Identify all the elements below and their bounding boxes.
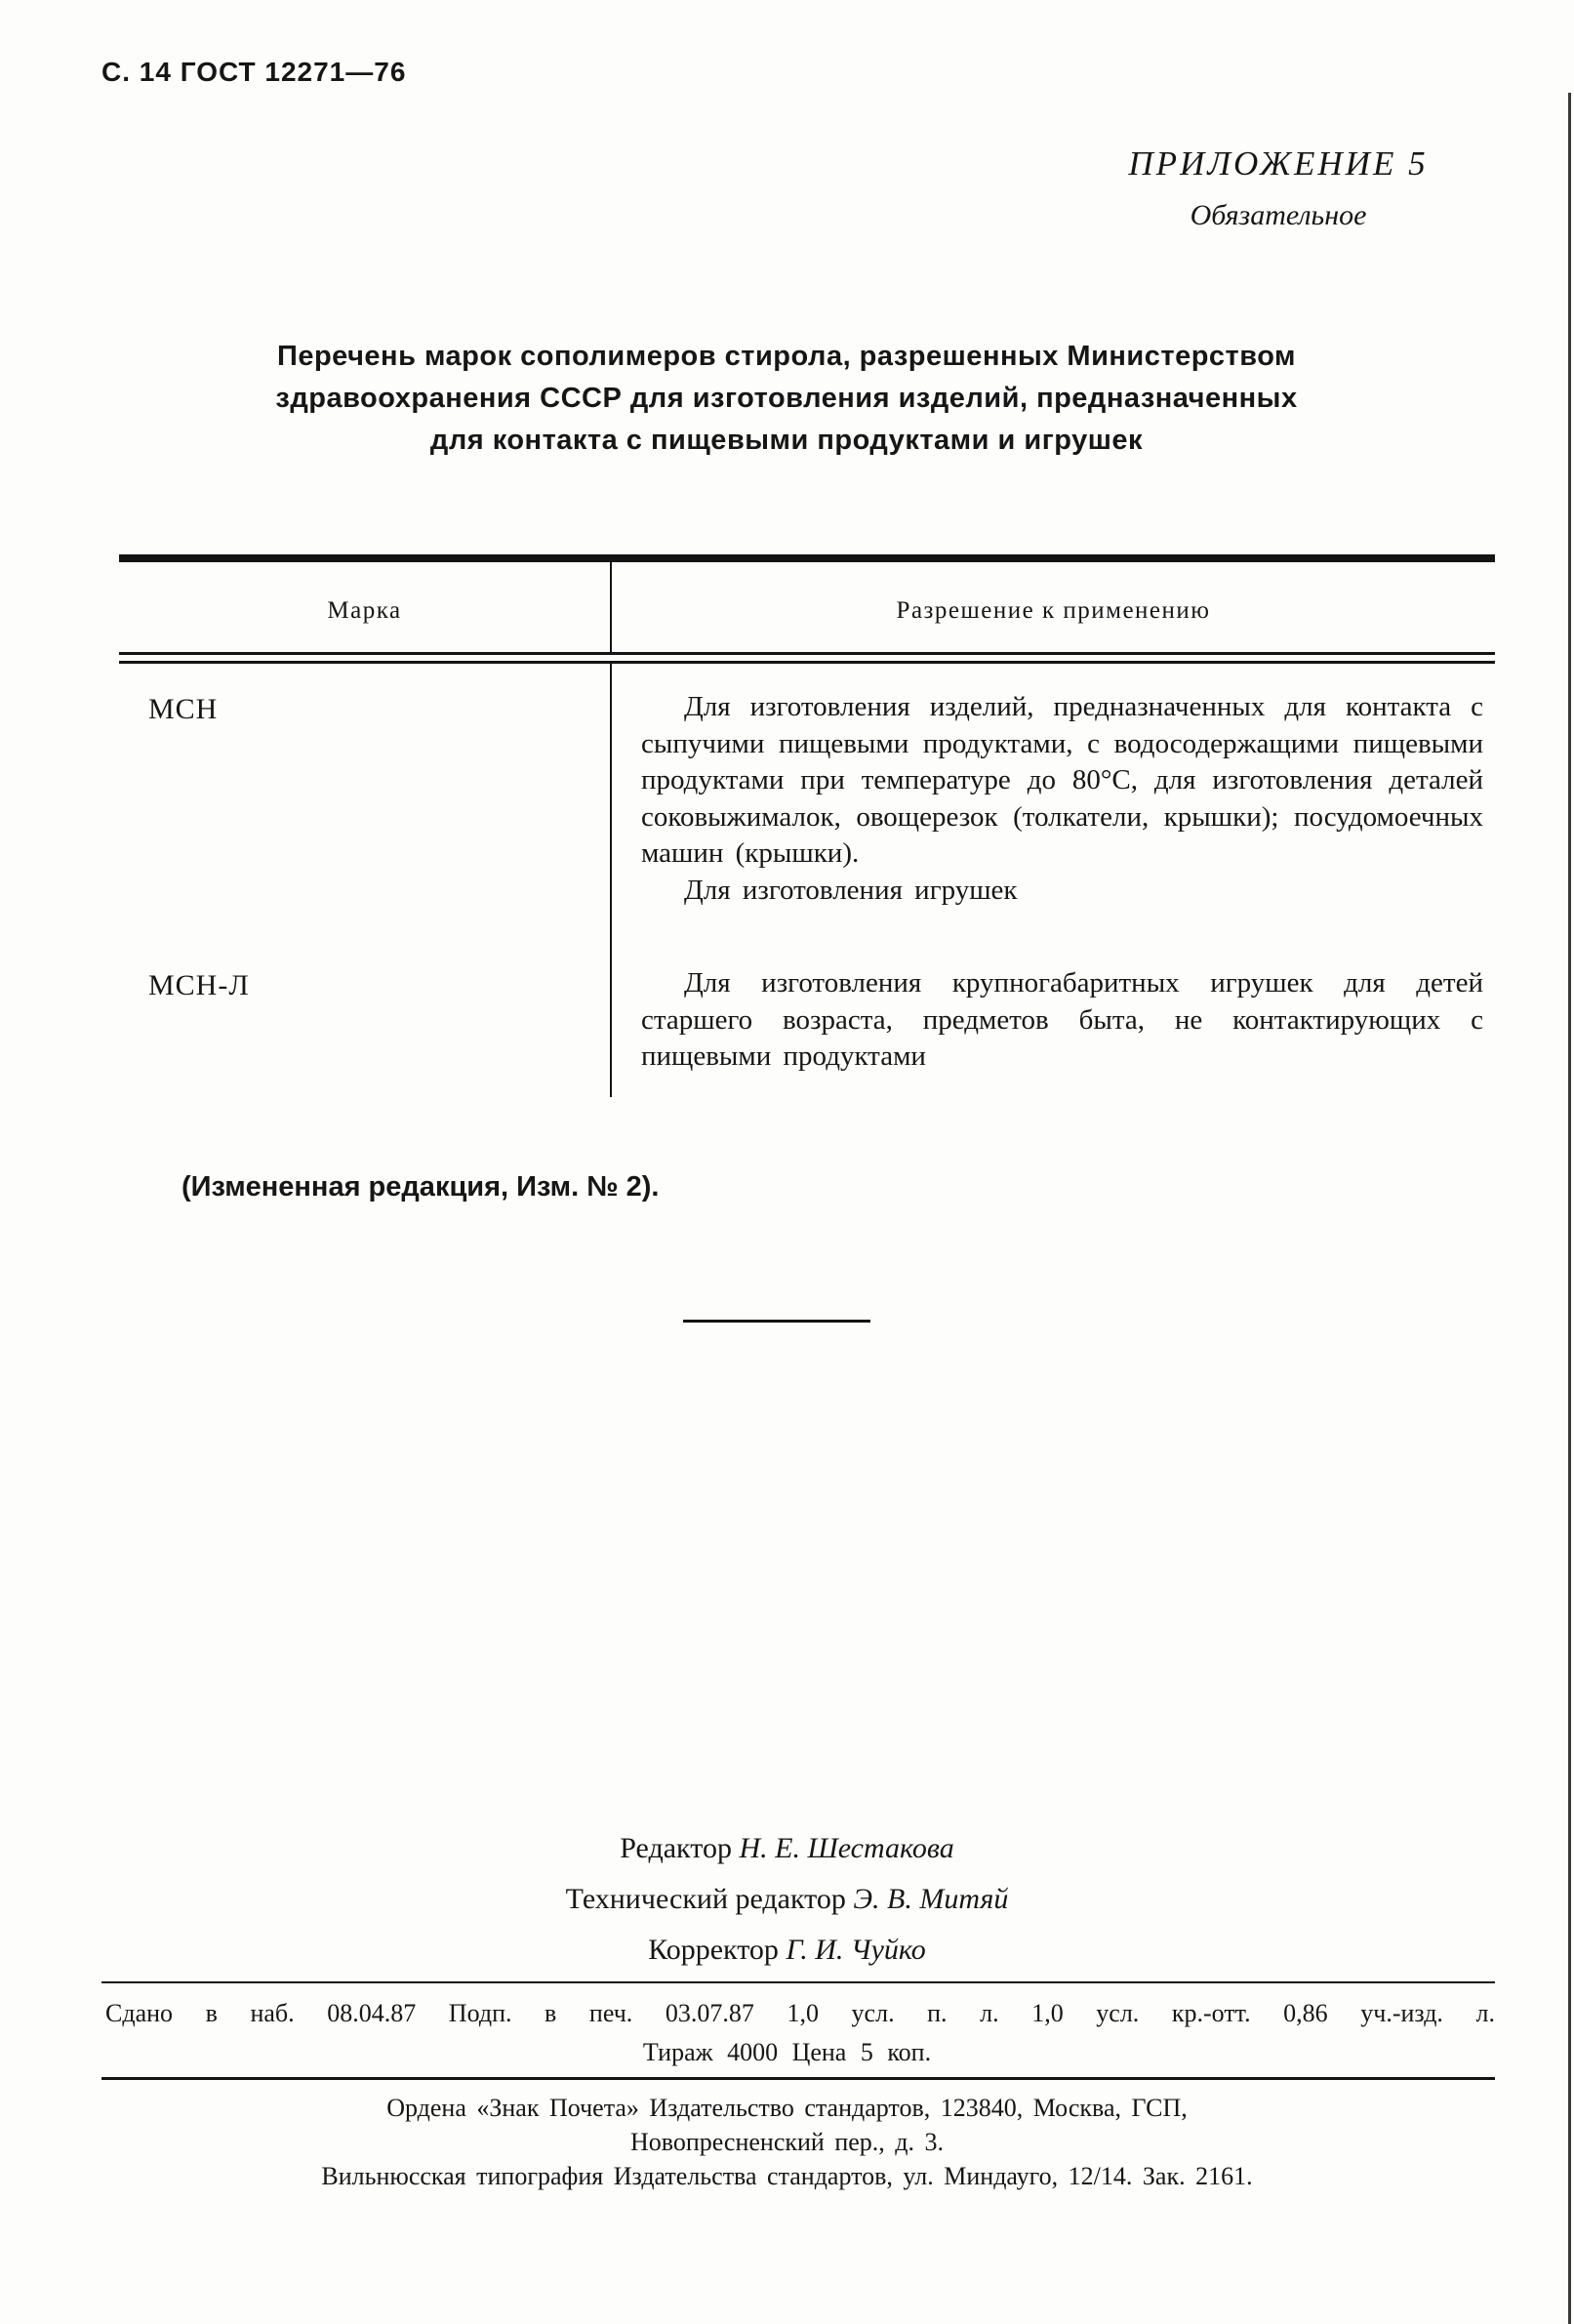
credits-block	[0, 1823, 1574, 1976]
section-divider-line	[683, 1320, 870, 1323]
credit-name: Э. В. Митяй	[853, 1883, 1009, 1915]
publisher-block	[0, 2091, 1574, 2193]
permission-cell	[612, 664, 1495, 909]
appendix-heading	[1064, 144, 1493, 232]
appendix-type: Обязательное	[1190, 199, 1367, 231]
column-header-mark: Марка	[119, 562, 612, 652]
credit-line	[0, 1925, 1574, 1976]
column-header-permission: Разрешение к применению	[896, 597, 1211, 624]
mark-cell: МСН	[119, 664, 612, 909]
page-header: С. 14 ГОСТ 12271—76	[101, 57, 407, 87]
document-title-line: для контакта с пищевыми продуктами и игрушек	[429, 425, 1144, 456]
credit-role: Корректор	[648, 1934, 779, 1966]
marks-table	[119, 554, 1495, 1097]
permission-paragraph: Для изготовления изделий, предназначенных для контакта с сыпучими пищевыми продуктами, с водосодержащими пищевыми продуктами при температуре до 80°С, для изготовления деталей соковыжималок, овощерезок (толкатели, крышки); посудомоечных машин (крышки).	[641, 691, 1483, 869]
permission-paragraph: Для изготовления игрушек	[684, 874, 1018, 906]
credit-role: Редактор	[620, 1832, 732, 1864]
credit-name: Н. Е. Шестакова	[739, 1832, 954, 1864]
amendment-note: (Измененная редакция, Изм. № 2).	[182, 1171, 660, 1203]
table-row	[119, 909, 1495, 1097]
credit-line	[0, 1874, 1574, 1925]
table-header-row	[119, 562, 1495, 652]
document-title-line: здравоохранения СССР для изготовления изделий, предназначенных	[275, 383, 1298, 414]
mark-cell: МСН-Л	[119, 909, 612, 1097]
print-run-line: Тираж 4000 Цена 5 коп.	[642, 2038, 932, 2066]
publisher-line: Новопресненский пер., д. 3.	[629, 2128, 945, 2156]
permission-paragraph: Для изготовления крупногабаритных игрушек для детей старшего возраста, предметов быта, не контактирующих с пищевыми продуктами	[641, 967, 1483, 1072]
credit-name: Г. И. Чуйко	[786, 1934, 926, 1966]
publisher-line: Ордена «Знак Почета» Издательство стандартов, 123840, Москва, ГСП,	[386, 2094, 1188, 2122]
credit-role: Технический редактор	[565, 1883, 846, 1915]
table-header-rule	[119, 652, 1495, 664]
appendix-label: ПРИЛОЖЕНИЕ 5	[1128, 144, 1429, 183]
table-row	[119, 664, 1495, 909]
document-title	[152, 336, 1421, 462]
document-title-line: Перечень марок сополимеров стирола, разрешенных Министерством	[277, 341, 1296, 372]
scan-edge-artifact	[1568, 93, 1571, 2324]
imprint-line: Сдано в наб. 08.04.87 Подп. в печ. 03.07.87 1,0 усл. п. л. 1,0 усл. кр.-отт. 0,86 уч.-изд. л.	[105, 1999, 1495, 2027]
credit-line	[0, 1823, 1574, 1874]
publisher-rule	[101, 2077, 1495, 2080]
permission-cell	[612, 909, 1495, 1097]
imprint-top-rule	[101, 1981, 1495, 1983]
publisher-line: Вильнюсская типография Издательства стандартов, ул. Миндауго, 12/14. Зак. 2161.	[321, 2162, 1253, 2190]
